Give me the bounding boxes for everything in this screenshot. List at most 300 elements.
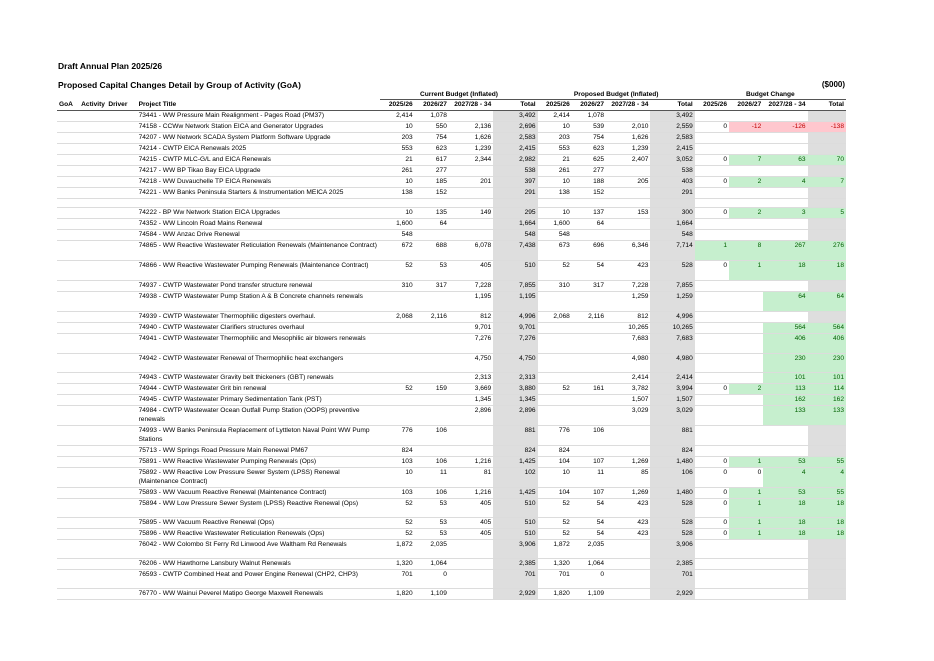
value-cell-p2 [572,292,606,312]
value-cell-dt: 18 [808,261,846,281]
value-cell-c3: 1,239 [449,144,493,155]
value-cell-p3: 153 [606,208,650,219]
value-cell-d1: 0 [695,155,729,166]
value-cell-p1: 2,068 [538,312,572,323]
value-cell-d1 [695,540,729,559]
table-row [57,384,846,395]
column-header-row [57,100,846,111]
value-cell-d3 [763,188,807,199]
value-cell-c3: 405 [449,261,493,281]
empty-cell [493,199,537,208]
table-row [57,155,846,166]
table-row [57,261,846,281]
value-cell-c2: 688 [415,241,449,261]
goa-cell [57,384,79,395]
value-cell-c1: 103 [380,488,414,499]
table-row [57,122,846,133]
value-cell-c2: 623 [415,144,449,155]
value-cell-p1: 1,872 [538,540,572,559]
activity-cell [79,122,106,133]
value-cell-p1: 203 [538,133,572,144]
activity-cell [79,540,106,559]
value-cell-ct: 7,276 [493,334,537,354]
value-cell-ct: 1,664 [493,219,537,230]
value-cell-d2: 7 [729,155,763,166]
value-cell-d3 [763,559,807,570]
driver-cell [106,208,136,219]
value-cell-d2 [729,426,763,446]
value-cell-ct: 2,385 [493,559,537,570]
value-cell-c2: 185 [415,177,449,188]
value-cell-p1: 104 [538,457,572,468]
value-cell-d2 [729,395,763,406]
value-cell-d2 [729,230,763,241]
driver-cell [106,529,136,540]
project-title-cell: 74941 - CWTP Wastewater Thermophilic and Mesophilic air blowers renewals [137,334,381,354]
value-cell-pt: 4,980 [650,354,694,373]
value-cell-p3 [606,188,650,199]
driver-cell [106,499,136,518]
value-cell-p1 [538,354,572,373]
activity-cell [79,499,106,518]
value-cell-p1: 776 [538,426,572,446]
value-cell-pt: 7,683 [650,334,694,354]
value-cell-d3: -126 [763,122,807,133]
value-cell-ct: 102 [493,468,537,488]
table-row [57,559,846,570]
value-cell-dt: -138 [808,122,846,133]
goa-cell [57,488,79,499]
value-cell-p3 [606,111,650,122]
value-cell-d1 [695,373,729,384]
value-cell-pt: 291 [650,188,694,199]
table-row [57,373,846,384]
value-cell-p3: 1,626 [606,133,650,144]
value-cell-c2: 53 [415,499,449,518]
value-cell-p3: 10,265 [606,323,650,334]
value-cell-p1: 52 [538,518,572,529]
value-cell-ct: 7,438 [493,241,537,261]
goa-cell [57,188,79,199]
value-cell-pt: 2,583 [650,133,694,144]
value-cell-c2 [415,446,449,457]
value-cell-d3: 63 [763,155,807,166]
value-cell-p3: 423 [606,529,650,540]
empty-cell [606,199,650,208]
value-cell-d1 [695,144,729,155]
value-cell-c1 [380,323,414,334]
value-cell-d2 [729,166,763,177]
value-cell-p1: 1,820 [538,589,572,600]
value-cell-p3: 2,010 [606,122,650,133]
value-cell-pt: 7,714 [650,241,694,261]
value-cell-c2 [415,323,449,334]
value-cell-c3: 1,216 [449,488,493,499]
value-cell-c3: 201 [449,177,493,188]
value-cell-c3: 3,669 [449,384,493,395]
activity-cell [79,261,106,281]
header-change-2026-27: 2026/27 [729,100,763,111]
value-cell-dt: 564 [808,323,846,334]
value-cell-pt: 1,259 [650,292,694,312]
value-cell-c1 [380,292,414,312]
value-cell-pt: 3,994 [650,384,694,395]
value-cell-c3: 1,345 [449,395,493,406]
value-cell-p1: 52 [538,499,572,518]
header-current-2025-26: 2025/26 [380,100,414,111]
value-cell-d2: 1 [729,261,763,281]
table-body [57,111,846,600]
activity-cell [79,406,106,426]
value-cell-dt: 276 [808,241,846,261]
value-cell-p3: 3,029 [606,406,650,426]
value-cell-dt [808,166,846,177]
table-row [57,540,846,559]
value-cell-c1: 824 [380,446,414,457]
project-title-cell: 75894 - WW Low Pressure Sewer System (LPSS) Reactive Renewal (Ops) [137,499,381,518]
value-cell-p2: 2,116 [572,312,606,323]
value-cell-c2: 159 [415,384,449,395]
activity-cell [79,334,106,354]
value-cell-p3: 85 [606,468,650,488]
value-cell-c2: 53 [415,518,449,529]
value-cell-dt: 7 [808,177,846,188]
value-cell-c3 [449,446,493,457]
table-row [57,111,846,122]
value-cell-d1 [695,406,729,426]
value-cell-c1 [380,334,414,354]
value-cell-dt [808,446,846,457]
value-cell-c2: 754 [415,133,449,144]
value-cell-c3: 405 [449,499,493,518]
empty-cell [137,199,381,208]
value-cell-d1: 1 [695,241,729,261]
goa-cell [57,395,79,406]
value-cell-c1: 1,320 [380,559,414,570]
value-cell-p3 [606,166,650,177]
project-title-cell: 74939 - CWTP Wastewater Thermophilic digesters overhaul. [137,312,381,323]
header-current-2026-27: 2026/27 [415,100,449,111]
value-cell-p2: 54 [572,499,606,518]
value-cell-c1: 701 [380,570,414,589]
driver-cell [106,111,136,122]
driver-cell [106,354,136,373]
value-cell-p1: 824 [538,446,572,457]
value-cell-d3 [763,570,807,589]
value-cell-d1: 0 [695,529,729,540]
value-cell-d1 [695,570,729,589]
value-cell-ct: 3,906 [493,540,537,559]
value-cell-ct: 7,855 [493,281,537,292]
value-cell-p3: 1,507 [606,395,650,406]
activity-cell [79,468,106,488]
goa-cell [57,261,79,281]
header-activity: Activity [79,100,106,111]
table-row [57,312,846,323]
empty-cell [380,199,414,208]
value-cell-c3: 1,626 [449,133,493,144]
units-label: ($000) [821,80,845,89]
header-goa: GoA [57,100,79,111]
value-cell-c1: 52 [380,518,414,529]
header-driver: Driver [106,100,136,111]
project-title-cell: 75896 - WW Reactive Wastewater Reticulation Renewals (Ops) [137,529,381,540]
activity-cell [79,373,106,384]
driver-cell [106,166,136,177]
table-row [57,133,846,144]
value-cell-d1 [695,133,729,144]
value-cell-p1: 138 [538,188,572,199]
driver-cell [106,312,136,323]
project-title-cell: 74944 - CWTP Wastewater Grit bin renewal [137,384,381,395]
group-budget-change: Budget Change [695,90,846,100]
value-cell-dt: 5 [808,208,846,219]
value-cell-d2: 1 [729,518,763,529]
value-cell-p1: 10 [538,122,572,133]
value-cell-c1 [380,406,414,426]
table-row [57,468,846,488]
value-cell-p1 [538,323,572,334]
value-cell-d3: 18 [763,261,807,281]
activity-cell [79,570,106,589]
table-row [57,457,846,468]
project-title-cell: 76770 - WW Wainui Peverel Matipo George Maxwell Renewals [137,589,381,600]
value-cell-c1: 2,414 [380,111,414,122]
value-cell-p3: 2,414 [606,373,650,384]
table-row [57,518,846,529]
value-cell-d2: 1 [729,529,763,540]
value-cell-d2: 2 [729,208,763,219]
driver-cell [106,133,136,144]
value-cell-c1: 103 [380,457,414,468]
value-cell-c2: 53 [415,261,449,281]
value-cell-dt: 70 [808,155,846,166]
value-cell-c1: 10 [380,468,414,488]
value-cell-pt: 3,906 [650,540,694,559]
value-cell-c1: 553 [380,144,414,155]
value-cell-p2: 107 [572,457,606,468]
value-cell-p3 [606,540,650,559]
value-cell-p3 [606,589,650,600]
value-cell-c1: 52 [380,499,414,518]
goa-cell [57,468,79,488]
value-cell-dt: 406 [808,334,846,354]
project-title-cell: 74218 - WW Duvauchelle TP EICA Renewals [137,177,381,188]
value-cell-ct: 510 [493,499,537,518]
driver-cell [106,323,136,334]
value-cell-p2: 1,109 [572,589,606,600]
goa-cell [57,122,79,133]
value-cell-c2 [415,292,449,312]
value-cell-p2: 625 [572,155,606,166]
value-cell-dt: 18 [808,529,846,540]
value-cell-p3 [606,446,650,457]
driver-cell [106,384,136,395]
value-cell-d2 [729,334,763,354]
value-cell-p1: 52 [538,529,572,540]
value-cell-c1: 10 [380,177,414,188]
value-cell-c1: 52 [380,261,414,281]
value-cell-c2: 1,109 [415,589,449,600]
value-cell-c3: 81 [449,468,493,488]
value-cell-dt [808,219,846,230]
value-cell-ct: 2,982 [493,155,537,166]
project-title-cell: 74945 - CWTP Wastewater Primary Sedimentation Tank (PST) [137,395,381,406]
project-title-cell: 75713 - WW Springs Road Pressure Main Renewal PM67 [137,446,381,457]
value-cell-p2 [572,323,606,334]
value-cell-d1 [695,426,729,446]
value-cell-d3 [763,312,807,323]
value-cell-c3 [449,426,493,446]
value-cell-ct: 291 [493,188,537,199]
document-subtitle: Proposed Capital Changes Detail by Group of Activity (GoA) [58,80,301,90]
value-cell-c2: 135 [415,208,449,219]
activity-cell [79,354,106,373]
header-change-total: Total [808,100,846,111]
header-proposed-2025-26: 2025/26 [538,100,572,111]
capital-changes-table [57,90,846,600]
value-cell-p2: 2,035 [572,540,606,559]
project-title-cell: 74215 - CWTP MLC-G/L and EICA Renewals [137,155,381,166]
value-cell-ct: 2,583 [493,133,537,144]
table-row [57,177,846,188]
goa-cell [57,177,79,188]
value-cell-d1: 0 [695,208,729,219]
value-cell-p1: 2,414 [538,111,572,122]
value-cell-ct: 510 [493,261,537,281]
table-row [57,499,846,518]
value-cell-pt: 2,385 [650,559,694,570]
project-title-cell: 74221 - WW Banks Peninsula Starters & Instrumentation MEICA 2025 [137,188,381,199]
value-cell-d2: 2 [729,177,763,188]
value-cell-pt: 824 [650,446,694,457]
value-cell-d2 [729,188,763,199]
project-title-cell: 74207 - WW Network SCADA System Platform Software Upgrade [137,133,381,144]
value-cell-dt [808,230,846,241]
goa-cell [57,292,79,312]
activity-cell [79,518,106,529]
value-cell-pt: 10,265 [650,323,694,334]
value-cell-ct: 2,313 [493,373,537,384]
value-cell-c1: 261 [380,166,414,177]
value-cell-p2: 54 [572,518,606,529]
header-proposed-total: Total [650,100,694,111]
goa-cell [57,241,79,261]
goa-cell [57,155,79,166]
value-cell-d1 [695,281,729,292]
value-cell-d2 [729,446,763,457]
project-title-cell: 75893 - WW Vacuum Reactive Renewal (Maintenance Contract) [137,488,381,499]
value-cell-d2 [729,406,763,426]
value-cell-p3 [606,219,650,230]
value-cell-p1: 104 [538,488,572,499]
value-cell-p1 [538,334,572,354]
project-title-cell: 74584 - WW Anzac Drive Renewal [137,230,381,241]
driver-cell [106,188,136,199]
activity-cell [79,559,106,570]
value-cell-d3 [763,166,807,177]
value-cell-dt [808,426,846,446]
value-cell-d3: 230 [763,354,807,373]
value-cell-d2: 2 [729,384,763,395]
value-cell-c3 [449,570,493,589]
value-cell-c3: 7,228 [449,281,493,292]
goa-cell [57,446,79,457]
value-cell-d3 [763,144,807,155]
value-cell-p2: 54 [572,529,606,540]
value-cell-c2 [415,373,449,384]
activity-cell [79,529,106,540]
document-title: Draft Annual Plan 2025/26 [58,61,163,71]
value-cell-p1: 261 [538,166,572,177]
value-cell-c2 [415,230,449,241]
value-cell-p2 [572,230,606,241]
value-cell-c1: 776 [380,426,414,446]
value-cell-d3: 18 [763,499,807,518]
value-cell-pt: 2,559 [650,122,694,133]
value-cell-p3: 6,346 [606,241,650,261]
goa-cell [57,373,79,384]
goa-cell [57,133,79,144]
value-cell-p1: 21 [538,155,572,166]
activity-cell [79,384,106,395]
value-cell-d2: -12 [729,122,763,133]
value-cell-d1: 0 [695,122,729,133]
value-cell-p3: 1,269 [606,457,650,468]
table-row [57,230,846,241]
value-cell-pt: 528 [650,261,694,281]
value-cell-c3 [449,230,493,241]
driver-cell [106,219,136,230]
goa-cell [57,406,79,426]
value-cell-p3: 1,259 [606,292,650,312]
value-cell-p1: 10 [538,208,572,219]
value-cell-ct: 510 [493,518,537,529]
value-cell-c3 [449,559,493,570]
value-cell-ct: 548 [493,230,537,241]
project-title-cell: 74943 - CWTP Wastewater Gravity belt thickeners (GBT) renewals [137,373,381,384]
value-cell-p1 [538,373,572,384]
value-cell-c1: 310 [380,281,414,292]
column-group-row [57,90,846,100]
project-title-cell: 74940 - CWTP Wastewater Clarifiers structures overhaul [137,323,381,334]
value-cell-pt: 7,855 [650,281,694,292]
activity-cell [79,323,106,334]
value-cell-ct: 397 [493,177,537,188]
activity-cell [79,312,106,323]
value-cell-pt: 528 [650,529,694,540]
value-cell-pt: 1,480 [650,457,694,468]
value-cell-ct: 881 [493,426,537,446]
header-proposed-2027-34: 2027/28 - 34 [606,100,650,111]
empty-cell [695,199,729,208]
goa-cell [57,144,79,155]
value-cell-pt: 528 [650,518,694,529]
project-title-cell: 75892 - WW Reactive Low Pressure Sewer System (LPSS) Renewal (Maintenance Contract) [137,468,381,488]
value-cell-d2 [729,540,763,559]
project-title-cell: 74937 - CWTP Wastewater Pond transfer structure renewal [137,281,381,292]
value-cell-dt: 133 [808,406,846,426]
value-cell-c3 [449,219,493,230]
activity-cell [79,208,106,219]
activity-cell [79,219,106,230]
value-cell-c2: 106 [415,488,449,499]
activity-cell [79,292,106,312]
value-cell-d3 [763,111,807,122]
value-cell-p1: 10 [538,177,572,188]
value-cell-c2: 550 [415,122,449,133]
value-cell-c2: 53 [415,529,449,540]
